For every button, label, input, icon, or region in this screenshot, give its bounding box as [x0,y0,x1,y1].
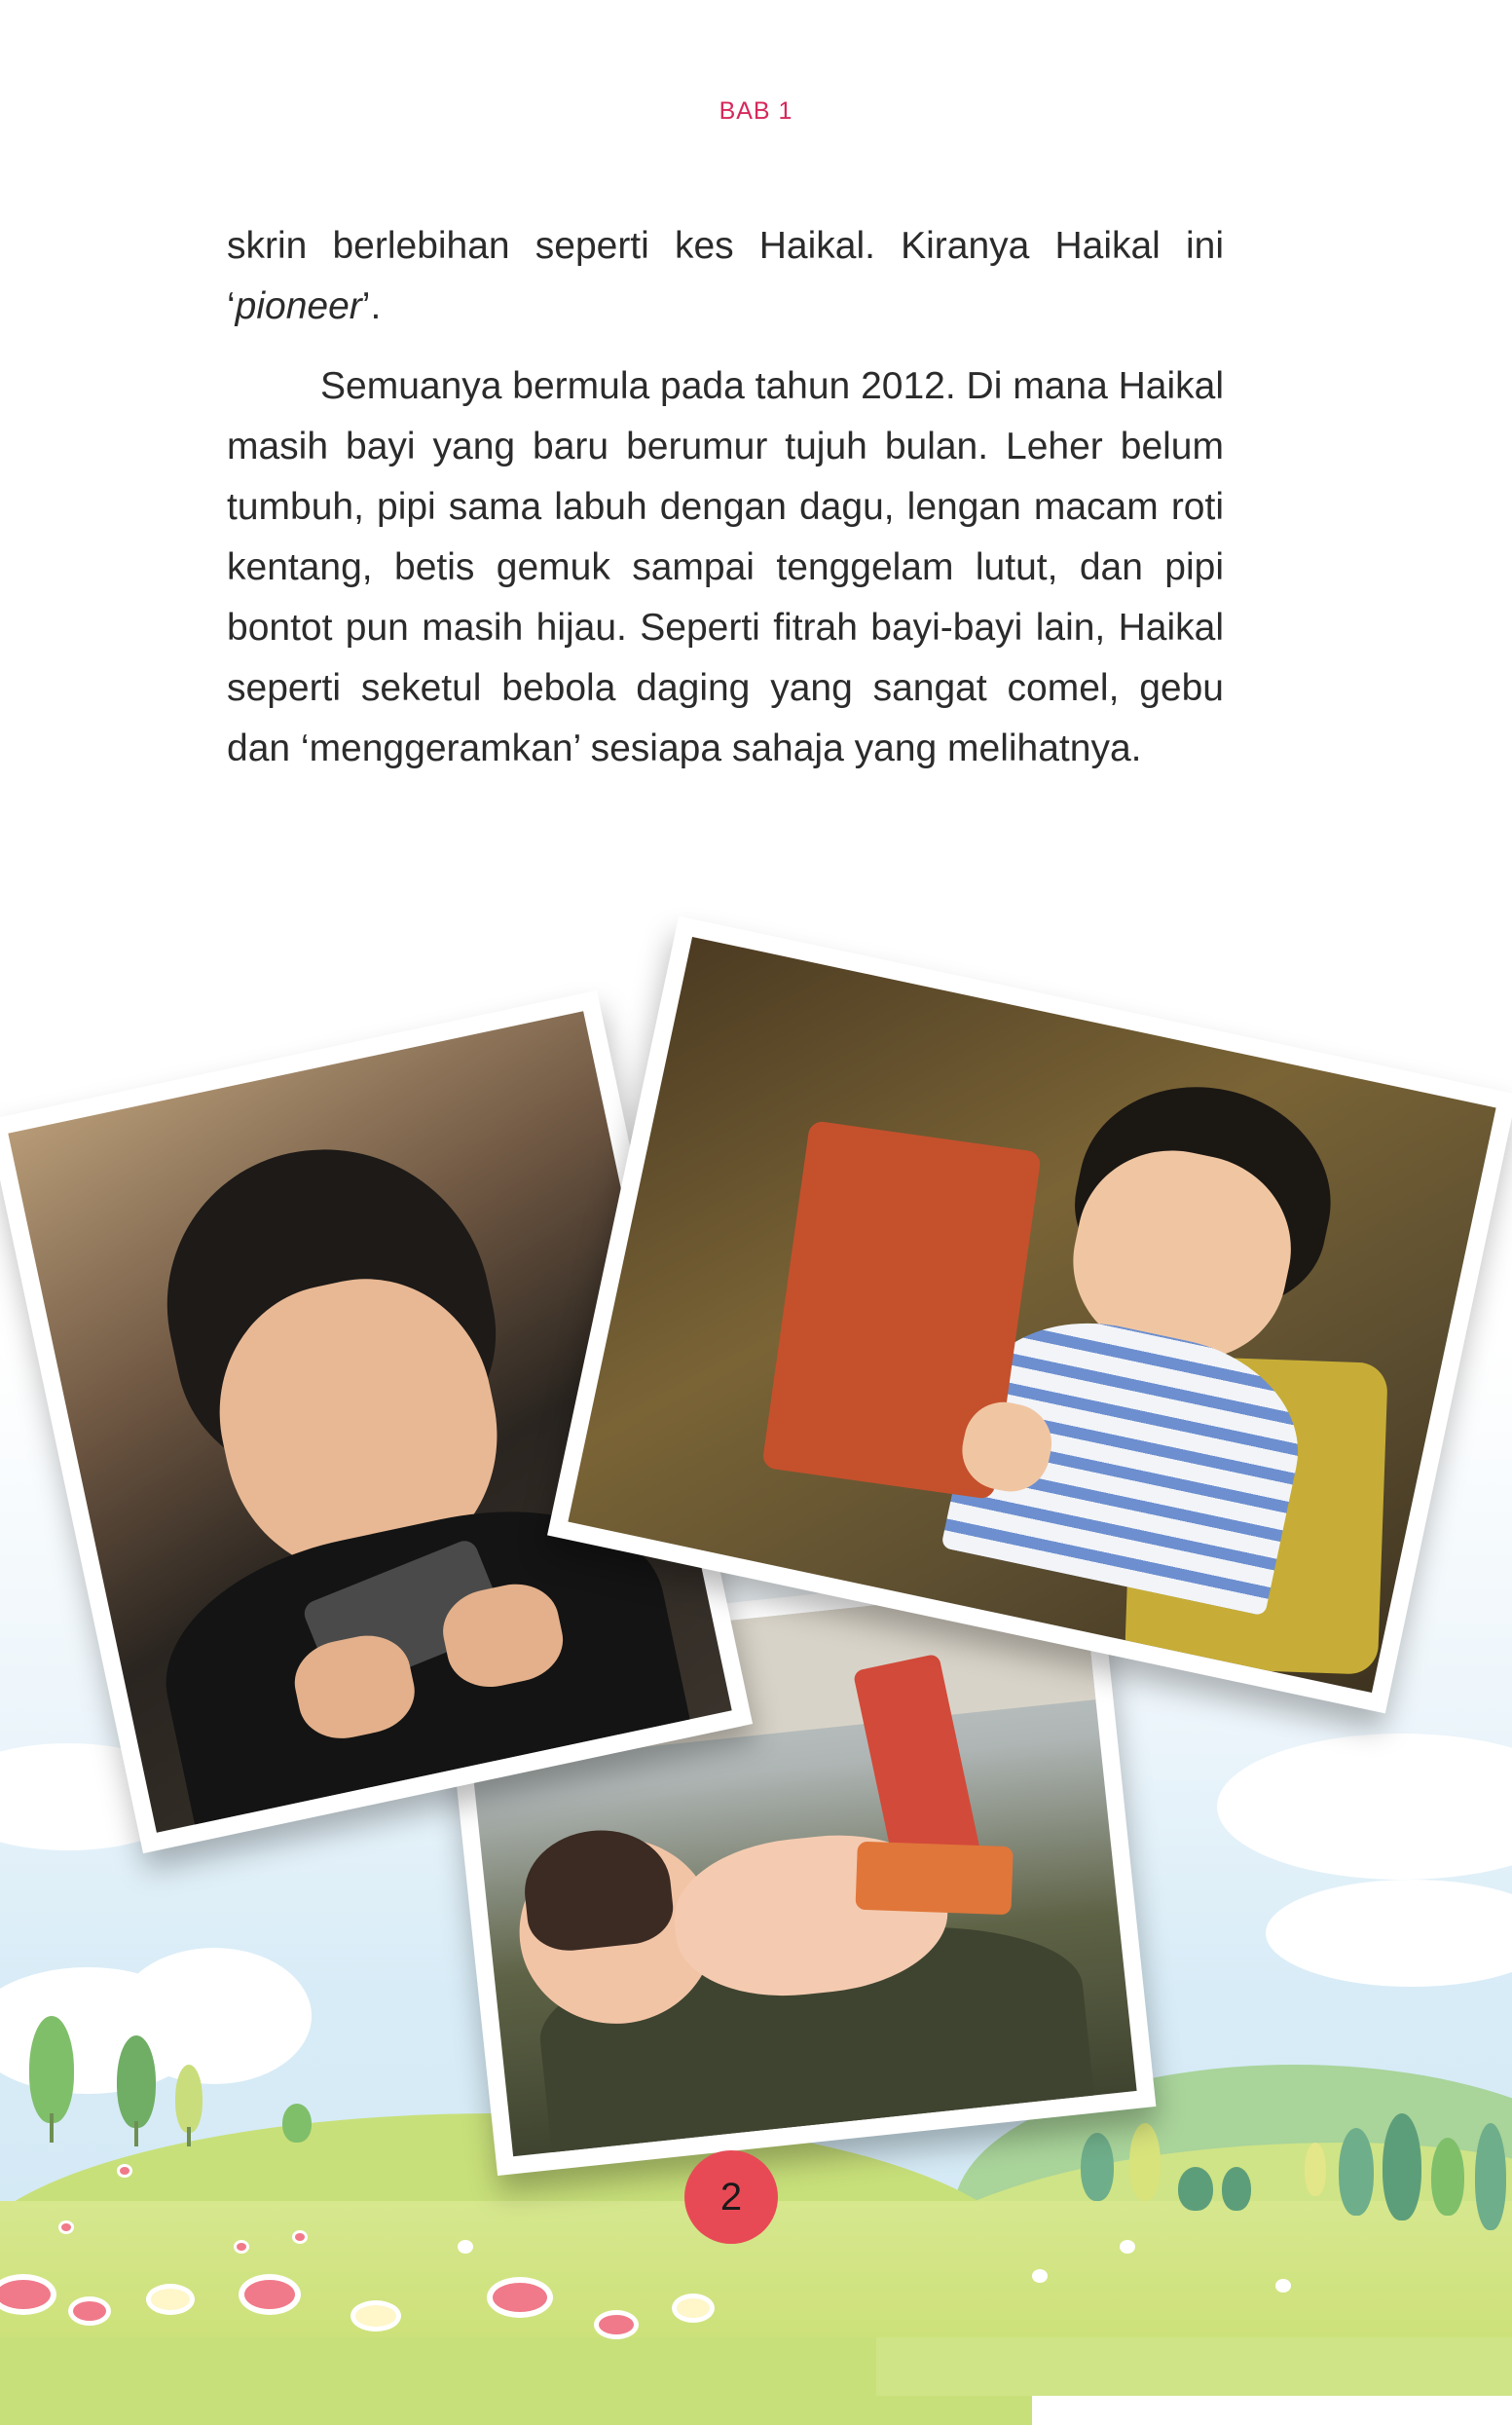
paragraph-2: Semuanya bermula pada tahun 2012. Di mana Haikal masih bayi yang baru berumur tujuh bulan. Leher belum tumbuh, pipi sama labuh dengan dagu, lengan macam roti kentang, betis gemuk sampai tenggelam lutut, dan pipi bontot pun masih hijau. Seperti fitrah bayi-bayi lain, Haikal seperti seketul bebola daging yang sangat comel, gebu dan ‘menggeramkan’ sesiapa sahaja yang melihatnya. [227,365,1224,769]
paragraph-1-end: ’. [361,285,382,327]
flower [458,2240,473,2254]
flower [1275,2279,1291,2293]
flower [672,2294,715,2323]
flower [117,2164,132,2178]
flower [146,2284,195,2315]
flower [292,2230,308,2244]
italic-term: pioneer [235,285,362,327]
flower [350,2300,401,2332]
page-number-badge [684,2150,778,2244]
flower [1120,2240,1135,2254]
flower [487,2277,553,2318]
chapter-header: BAB 1 [719,97,793,125]
flower [1032,2269,1048,2283]
body-text [227,216,1224,799]
paragraph-1-text: skrin berlebihan seperti kes Haikal. Kiranya Haikal ini ‘ [227,225,1224,327]
flower [234,2240,249,2254]
paragraph-1 [227,216,1224,337]
flower [239,2274,301,2315]
flower [68,2296,111,2326]
page-number: 2 [719,2175,743,2219]
flower [58,2220,74,2234]
flower [594,2310,639,2339]
